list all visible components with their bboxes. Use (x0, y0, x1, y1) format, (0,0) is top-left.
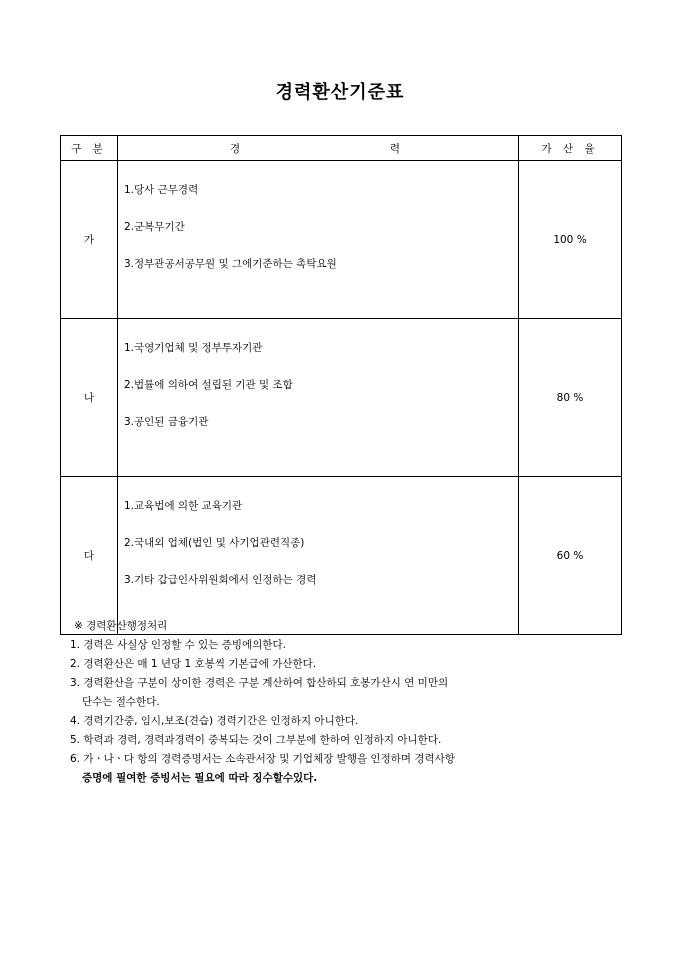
career-item: 3.정부관공서공무원 및 그에기준하는 촉탁요원 (124, 258, 337, 270)
grade-cell: 다 (61, 477, 118, 635)
career-item: 2.국내외 업체(법인 및 사기업관련직종) (124, 537, 305, 549)
career-item: 1.당사 근무경력 (124, 184, 199, 196)
header-career (118, 136, 519, 161)
table-row (61, 477, 622, 635)
table-header-row (61, 136, 622, 161)
career-conversion-table (60, 135, 622, 635)
career-item: 1.국영기업체 및 정부투자기관 (124, 342, 263, 354)
note-item-continuation: 단수는 절수한다. (82, 696, 160, 708)
grade-cell: 나 (61, 319, 118, 477)
table-row (61, 161, 622, 319)
note-item: 1. 경력은 사실상 인정할 수 있는 증빙에의한다. (70, 639, 286, 651)
header-career-first: 경 (230, 142, 241, 155)
rate-cell: 80 % (519, 319, 622, 477)
header-rate: 가 산 율 (519, 136, 622, 161)
header-grade: 구 분 (61, 136, 118, 161)
processing-notes (70, 617, 630, 788)
header-career-second: 력 (389, 142, 400, 155)
grade-cell: 가 (61, 161, 118, 319)
career-items-cell (118, 319, 519, 477)
note-item: 3. 경력환산을 구분이 상이한 경력은 구분 계산하여 합산하되 호봉가산시 연 미만의 (70, 677, 449, 689)
note-item-continuation: 증명에 필여한 증빙서는 필요에 따라 징수할수있다. (82, 772, 318, 784)
career-item: 1.교육법에 의한 교육기관 (124, 500, 243, 512)
page-title: 경력환산기준표 (275, 82, 405, 103)
career-item: 3.기타 갑급인사위원회에서 인정하는 경력 (124, 574, 317, 586)
career-item: 3.공인된 금융기관 (124, 416, 209, 428)
career-items-cell (118, 161, 519, 319)
notes-heading: ※ 경력환산행정처리 (74, 620, 168, 632)
rate-cell: 60 % (519, 477, 622, 635)
note-item: 6. 가ㆍ나ㆍ다 항의 경력증명서는 소속관서장 및 기업체장 발행을 인정하며 경력사항 (70, 753, 455, 765)
note-item: 5. 학력과 경력, 경력과경력이 중복되는 것이 그부분에 한하여 인정하지 아니한다. (70, 734, 442, 746)
career-items-cell (118, 477, 519, 635)
career-item: 2.군복무기간 (124, 221, 185, 233)
career-item: 2.법률에 의하여 설립된 기관 및 조합 (124, 379, 293, 391)
rate-cell: 100 % (519, 161, 622, 319)
note-item: 4. 경력기간중, 임시,보조(견습) 경력기간은 인정하지 아니한다. (70, 715, 359, 727)
table-row (61, 319, 622, 477)
note-item: 2. 경력환산은 매 1 년당 1 호봉씩 기본급에 가산한다. (70, 658, 317, 670)
